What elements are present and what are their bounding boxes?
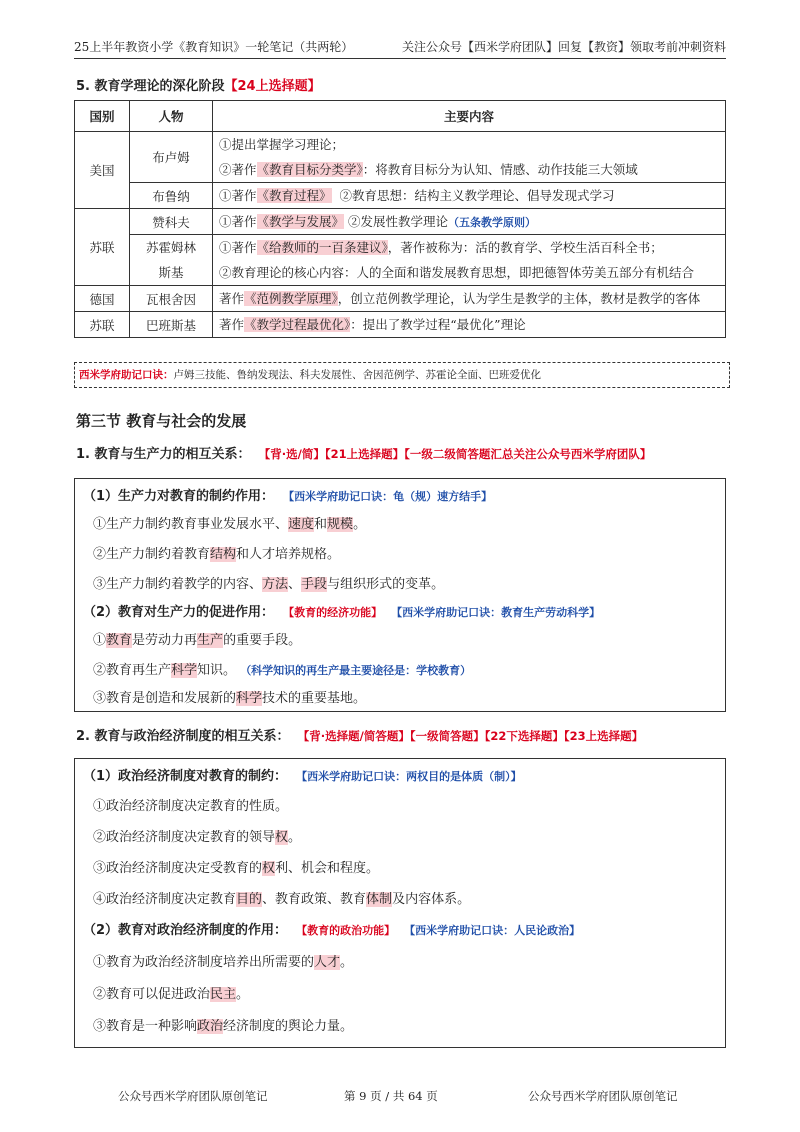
list-item [93,659,471,678]
bloom-line1: ①提出掌握学习理论； [219,137,345,152]
highlight: 政治 [197,1019,224,1034]
bloom-content [213,132,726,183]
highlight: 方法 [262,577,289,592]
highlight: 规模 [327,517,354,532]
text: ③政治经济制度决定受教育的 [93,861,263,876]
text: 和人才培养规格。 [236,547,341,562]
highlight: 人才 [314,955,341,970]
sukh-content [213,235,726,286]
part1-box [74,478,726,712]
p2s1-heading [83,765,522,784]
part2-title: 2. 教育与政治经济制度的相互关系： [76,729,290,744]
list-item [93,573,444,592]
p1s2-tag: 【教育的经济功能】 [283,606,383,619]
text: ②教育可以促进政治 [93,987,211,1002]
footer-right: 公众号西米学府团队原创笔记 [528,1089,678,1103]
list-item [93,687,366,706]
list-item [93,513,366,532]
text: 技术的重要基地。 [262,691,367,706]
person-bloom: 布卢姆 [130,132,213,183]
zankov-book: 《教学与发展》 [256,214,345,229]
text: 。 [288,830,302,845]
text: 的重要手段。 [223,633,302,648]
text: 。 [340,955,354,970]
p1s2-heading [83,601,600,620]
sukh-name1: 苏霍姆林 [145,240,196,255]
p1s2-title: （2）教育对生产力的促进作用： [83,605,275,620]
p2s2-title: （2）教育对政治经济制度的作用： [83,923,288,938]
text: 知识。 [197,663,237,678]
sukh-book: 《给教师的一百条建议》 [256,240,388,255]
section5-title: 5. 教育学理论的深化阶段 [76,79,225,94]
theory-table [74,100,726,338]
highlight: 生产 [197,633,224,648]
p1s2-mnem: 【西米学府助记口诀：教育生产劳动科学】 [391,606,601,619]
header-left: 25上半年教资小学《教育知识》一轮笔记（共两轮） [74,40,354,54]
part2-tags: 【背·选择题/简答题】【一级简答题】【22下选择题】【23上选择题】 [297,729,644,743]
text: 利、机会和程度。 [275,861,380,876]
p2s2-tag: 【教育的政治功能】 [296,924,396,937]
list-item [93,826,301,845]
p2s1-title: （1）政治经济制度对教育的制约： [83,769,288,784]
text: ②教育再生产 [93,663,172,678]
text: ②生产力制约着教育 [93,547,211,562]
table-row [75,183,726,209]
text: ③教育是一种影响 [93,1019,198,1034]
p2s2-heading [83,919,580,938]
text: 。 [353,517,367,532]
wagen-content [213,286,726,312]
bloom-book: 《教育目标分类学》 [256,162,363,177]
highlight: 手段 [301,577,328,592]
page-header [74,38,726,59]
list-item [93,1015,353,1034]
highlight: 科学 [171,663,198,678]
bloom-text: ②著作 [219,162,257,177]
part1-title: 1. 教育与生产力的相互关系： [76,447,251,462]
country-ussr2: 苏联 [75,312,130,338]
p2s1-mnem: 【西米学府助记口诀：两权目的是体质（制）】 [296,770,522,783]
mnemonic-text: 卢姆三技能、鲁纳发现法、科夫发展性、舍因范例学、苏霍论全面、巴班爱优化 [173,369,541,381]
list-item: ①政治经济制度决定教育的性质。 [93,799,289,814]
country-us: 美国 [75,132,130,209]
text: ③生产力制约着教学的内容、 [93,577,263,592]
highlight: 科学 [236,691,263,706]
highlight: 教育 [106,633,133,648]
text: 。 [236,987,250,1002]
th-person: 人物 [130,101,213,132]
text: 与组织形式的变革。 [327,577,445,592]
list-item [93,888,470,907]
list-item [93,983,249,1002]
part2-box [74,758,726,1048]
table-row [75,286,726,312]
person-bruner: 布鲁纳 [130,183,213,209]
text: ①教育为政治经济制度培养出所需要的 [93,955,315,970]
bruner-book: 《教育过程》 [256,188,332,203]
text: 、 [288,577,302,592]
text: ① [93,633,107,648]
zankov-text: ①著作 [219,214,257,229]
p1s1-heading [83,485,492,504]
p1s1-title: （1）生产力对教育的制约作用： [83,489,275,504]
text: 和 [314,517,328,532]
zankov-content [213,209,726,235]
person-zankov: 赞科夫 [130,209,213,235]
sukh-name2: 斯基 [158,265,184,280]
highlight: 权 [262,861,276,876]
babansky-text2: ：提出了教学过程“最优化”理论 [350,317,526,332]
person-babansky: 巴班斯基 [130,312,213,338]
zankov-note: （五条教学原则） [448,216,537,229]
footer-page: 第 9 页 / 共 64 页 [344,1089,438,1103]
country-germany: 德国 [75,286,130,312]
list-item [93,951,353,970]
sukh-text: ①著作 [219,240,257,255]
part1-tags: 【背·选/简】【21上选择题】【一级二级简答题汇总关注公众号西米学府团队】 [258,447,652,461]
highlight: 体制 [366,892,393,907]
person-sukhomlinsky [130,235,213,286]
mnemonic-box [74,362,730,388]
table-row [75,235,726,286]
text: ①生产力制约教育事业发展水平、 [93,517,289,532]
highlight: 速度 [288,517,315,532]
list-item [93,857,379,876]
table-row [75,209,726,235]
text: ④政治经济制度决定教育 [93,892,237,907]
bloom-text2: ：将教育目标分为认知、情感、动作技能三大领域 [362,162,638,177]
table-header-row [75,101,726,132]
wagen-book: 《范例教学原理》 [244,291,338,306]
th-content: 主要内容 [213,101,726,132]
sukh-line2: ②教育理论的核心内容：人的全面和谐发展教育思想，即把德智体劳美五部分有机结合 [219,265,695,280]
sukh-text2: ，著作被称为：活的教育学、学校生活百科全书； [387,240,663,255]
zankov-text2: ②发展性教学理论 [348,214,449,229]
text: 经济制度的舆论力量。 [223,1019,354,1034]
section3-title: 第三节 教育与社会的发展 [76,412,247,430]
section5-tag: 【24上选择题】 [224,79,321,94]
bruner-content [213,183,726,209]
bruner-text2: ②教育思想：结构主义教学理论、倡导发现式学习 [339,188,615,203]
highlight: 权 [275,830,289,845]
bloom-line2 [219,157,719,182]
p1s1-mnem: 【西米学府助记口诀：龟（规）速方结手】 [283,490,493,503]
babansky-content [213,312,726,338]
babansky-text: 著作 [219,317,245,332]
text: 及内容体系。 [392,892,471,907]
table-row [75,312,726,338]
part2-heading [76,725,643,744]
list-item [93,543,340,562]
header-right: 关注公众号【西米学府团队】回复【教资】领取考前冲刺资料 [401,40,726,54]
sukh-line1 [219,235,719,260]
list-item [93,629,301,648]
highlight: 民主 [210,987,237,1002]
wagen-text2: ，创立范例教学理论，认为学生是教学的主体，教材是教学的客体 [337,291,701,306]
highlight: 结构 [210,547,237,562]
country-ussr: 苏联 [75,209,130,286]
wagen-text: 著作 [219,291,245,306]
highlight: 目的 [236,892,263,907]
person-wagenschein: 瓦根舍因 [130,286,213,312]
th-country: 国别 [75,101,130,132]
babansky-book: 《教学过程最优化》 [244,317,351,332]
note: （科学知识的再生产最主要途径是：学校教育） [240,664,472,677]
footer-left: 公众号西米学府团队原创笔记 [118,1089,268,1103]
bruner-text: ①著作 [219,188,257,203]
p2s2-mnem: 【西米学府助记口诀：人民论政治】 [404,924,581,937]
mnemonic-label: 西米学府助记口诀： [79,369,174,381]
text: 、教育政策、教育 [262,892,367,907]
text: ③教育是创造和发展新的 [93,691,237,706]
part1-heading [76,443,651,462]
section5-heading [76,75,321,94]
text: 是劳动力再 [132,633,198,648]
text: ②政治经济制度决定教育的领导 [93,830,276,845]
table-row [75,132,726,183]
